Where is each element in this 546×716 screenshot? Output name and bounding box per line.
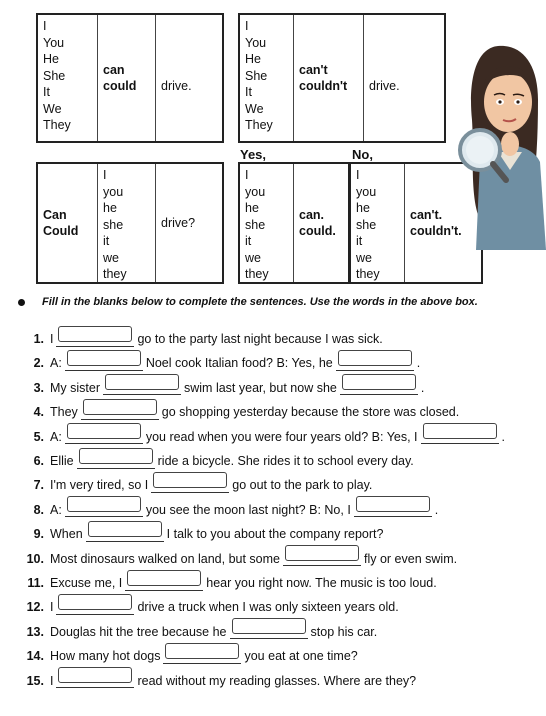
pronoun: I bbox=[245, 168, 249, 182]
yes-label: Yes, bbox=[240, 147, 267, 162]
sentence-text: I bbox=[50, 673, 54, 688]
modal-word: Can bbox=[43, 207, 67, 222]
pronoun: he bbox=[245, 201, 259, 215]
answer-blank[interactable] bbox=[103, 380, 181, 395]
pronoun: She bbox=[245, 68, 268, 83]
sentence-text: stop his car. bbox=[310, 624, 378, 639]
pronoun: It bbox=[43, 85, 50, 99]
exercise-item bbox=[14, 524, 383, 544]
modal-column bbox=[294, 15, 364, 141]
exercise-item bbox=[14, 500, 438, 520]
pronoun: You bbox=[245, 35, 267, 50]
pronoun: We bbox=[245, 101, 264, 116]
sentence-text: ride a bicycle. She rides it to school every day. bbox=[157, 454, 414, 468]
answer-blank[interactable] bbox=[283, 551, 361, 566]
pronoun: I bbox=[245, 19, 249, 33]
sentence-text: A: bbox=[50, 502, 62, 517]
sentence-text: you see the moon last night? B: No, I bbox=[145, 502, 351, 517]
pronoun: they bbox=[103, 267, 127, 281]
sentence-text: read without my reading glasses. Where are they? bbox=[137, 673, 417, 688]
exercise-item bbox=[14, 329, 383, 349]
sentence-text: go shopping yesterday because the store was closed. bbox=[161, 405, 460, 420]
sentence-text: They bbox=[50, 405, 78, 420]
modal-word: can bbox=[103, 62, 125, 77]
verb-column bbox=[364, 15, 444, 141]
exercise-number: 7. bbox=[33, 478, 44, 493]
pronoun: we bbox=[245, 250, 261, 265]
pronoun: she bbox=[356, 217, 377, 232]
modal-word: can. bbox=[299, 207, 325, 222]
exercise-number: 11. bbox=[27, 576, 44, 590]
pronoun-column bbox=[98, 164, 156, 282]
exercise-item bbox=[14, 646, 358, 666]
pronoun: He bbox=[43, 52, 59, 66]
sentence-text: A: bbox=[50, 356, 62, 371]
answer-blank[interactable] bbox=[65, 429, 143, 444]
instruction-text: Fill in the blanks below to complete the sentences. Use the words in the above box. bbox=[42, 296, 478, 308]
sentence-text: Douglas hit the tree because he bbox=[50, 624, 227, 639]
pronoun: we bbox=[356, 250, 372, 265]
pronoun: he bbox=[356, 201, 370, 215]
pronoun: you bbox=[103, 184, 124, 199]
exercise-item bbox=[14, 549, 457, 569]
sentence-text: . bbox=[434, 502, 439, 517]
modal-column bbox=[38, 164, 98, 282]
teacher-avatar-with-magnifying-glass-icon bbox=[458, 40, 546, 250]
answer-blank[interactable] bbox=[56, 332, 134, 347]
exercise-item bbox=[14, 573, 437, 593]
exercise-number: 1. bbox=[33, 332, 44, 346]
answer-blank[interactable] bbox=[81, 405, 159, 420]
answer-blank[interactable] bbox=[421, 429, 499, 444]
sentence-text: Excuse me, I bbox=[50, 576, 123, 590]
pronoun: We bbox=[43, 101, 62, 116]
sentence-text: How many hot dogs bbox=[50, 649, 161, 664]
answer-blank[interactable] bbox=[230, 624, 308, 639]
exercise-number: 5. bbox=[33, 429, 44, 444]
answer-blank[interactable] bbox=[354, 502, 432, 517]
pronoun: I bbox=[356, 168, 360, 182]
answer-blank[interactable] bbox=[65, 356, 143, 371]
grammar-table-question bbox=[36, 162, 224, 284]
exercise-item bbox=[14, 427, 505, 447]
answer-blank[interactable] bbox=[125, 576, 203, 591]
pronoun: you bbox=[356, 184, 377, 199]
pronoun: it bbox=[103, 234, 110, 248]
pronoun: He bbox=[245, 52, 261, 66]
modal-word: Could bbox=[43, 224, 79, 238]
sentence-text: fly or even swim. bbox=[364, 551, 458, 566]
exercise-item bbox=[14, 671, 416, 691]
exercise-item bbox=[14, 622, 377, 642]
exercise-number: 15. bbox=[26, 673, 44, 688]
sentence-text: Ellie bbox=[50, 454, 74, 468]
answer-blank[interactable] bbox=[56, 600, 134, 615]
verb-column bbox=[156, 15, 222, 141]
pronoun: she bbox=[103, 217, 124, 232]
answer-blank[interactable] bbox=[65, 502, 143, 517]
sentence-text: you read when you were four years old? B: Yes, I bbox=[145, 429, 418, 444]
exercise-number: 8. bbox=[33, 502, 44, 517]
instruction bbox=[18, 296, 538, 308]
pronoun: they bbox=[356, 267, 380, 281]
answer-blank[interactable] bbox=[56, 673, 134, 688]
exercise-item bbox=[14, 597, 399, 617]
sentence-text: hear you right now. The music is too loud. bbox=[206, 576, 437, 590]
sentence-text: Most dinosaurs walked on land, but some bbox=[50, 551, 280, 566]
exercise-item bbox=[14, 402, 459, 422]
modal-word: couldn't. bbox=[410, 224, 462, 238]
pronoun: She bbox=[43, 68, 66, 83]
no-label: No, bbox=[352, 147, 373, 162]
modal-column bbox=[294, 164, 348, 282]
exercise-number: 14. bbox=[26, 649, 44, 664]
answer-blank[interactable] bbox=[336, 356, 414, 371]
pronoun: it bbox=[356, 234, 363, 248]
pronoun: I bbox=[103, 168, 107, 182]
modal-word: could bbox=[103, 79, 137, 93]
sentence-text: . bbox=[420, 380, 425, 395]
modal-word: couldn't bbox=[299, 79, 348, 93]
pronoun-column bbox=[38, 15, 98, 141]
pronoun: she bbox=[245, 217, 266, 232]
exercise-item bbox=[14, 378, 424, 398]
sentence-text: A: bbox=[50, 429, 62, 444]
sentence-text: My sister bbox=[50, 380, 100, 395]
pronoun: They bbox=[43, 118, 71, 132]
exercise-item bbox=[14, 451, 414, 471]
pronoun-column bbox=[351, 164, 405, 282]
modal-word: can't. bbox=[410, 207, 443, 222]
exercise-item bbox=[14, 353, 420, 373]
answer-blank[interactable] bbox=[163, 649, 241, 664]
exercise-number: 2. bbox=[33, 356, 44, 371]
exercise-number: 10. bbox=[26, 551, 44, 566]
exercise-number: 3. bbox=[33, 380, 44, 395]
grammar-table-short-yes bbox=[238, 162, 350, 284]
pronoun: they bbox=[245, 267, 269, 281]
answer-blank[interactable] bbox=[151, 478, 229, 493]
modal-word: could. bbox=[299, 224, 336, 238]
sentence-text: I bbox=[50, 332, 54, 346]
pronoun: he bbox=[103, 201, 117, 215]
exercise-number: 13. bbox=[26, 624, 44, 639]
verb-column bbox=[156, 164, 222, 282]
pronoun: you bbox=[245, 184, 266, 199]
pronoun: it bbox=[245, 234, 252, 248]
sentence-text: I talk to you about the company report? bbox=[166, 527, 384, 542]
sentence-text: drive a truck when I was only sixteen years old. bbox=[137, 600, 399, 615]
answer-blank[interactable] bbox=[86, 527, 164, 542]
sentence-text: . bbox=[416, 356, 421, 371]
answer-blank[interactable] bbox=[340, 380, 418, 395]
grammar-table-negative bbox=[238, 13, 446, 143]
verb: drive? bbox=[161, 215, 196, 230]
exercise-number: 9. bbox=[33, 527, 44, 542]
bullet-icon bbox=[18, 299, 25, 306]
sentence-text: I'm very tired, so I bbox=[50, 478, 149, 493]
sentence-text: Noel cook Italian food? B: Yes, he bbox=[145, 356, 333, 371]
modal-column bbox=[98, 15, 156, 141]
sentence-text: you eat at one time? bbox=[244, 649, 358, 664]
pronoun: You bbox=[43, 35, 65, 50]
sentence-text: When bbox=[50, 527, 83, 542]
exercise-number: 12. bbox=[26, 600, 44, 615]
pronoun-column bbox=[240, 15, 294, 141]
pronoun: we bbox=[103, 250, 119, 265]
exercise-number: 6. bbox=[33, 454, 44, 468]
sentence-text: go out to the park to play. bbox=[232, 478, 373, 493]
sentence-text: I bbox=[50, 600, 54, 615]
grammar-table-affirmative bbox=[36, 13, 224, 143]
pronoun: I bbox=[43, 19, 47, 33]
exercise-number: 4. bbox=[33, 405, 44, 420]
answer-blank[interactable] bbox=[77, 454, 155, 469]
pronoun: They bbox=[245, 118, 273, 132]
verb: drive. bbox=[369, 79, 400, 94]
verb: drive. bbox=[161, 79, 192, 94]
pronoun: It bbox=[245, 85, 252, 99]
sentence-text: go to the party last night because I was sick. bbox=[137, 332, 383, 346]
sentence-text: . bbox=[501, 429, 505, 444]
sentence-text: swim last year, but now she bbox=[184, 380, 337, 395]
exercise-item bbox=[14, 475, 372, 495]
modal-word: can't bbox=[299, 62, 328, 77]
pronoun-column bbox=[240, 164, 294, 282]
